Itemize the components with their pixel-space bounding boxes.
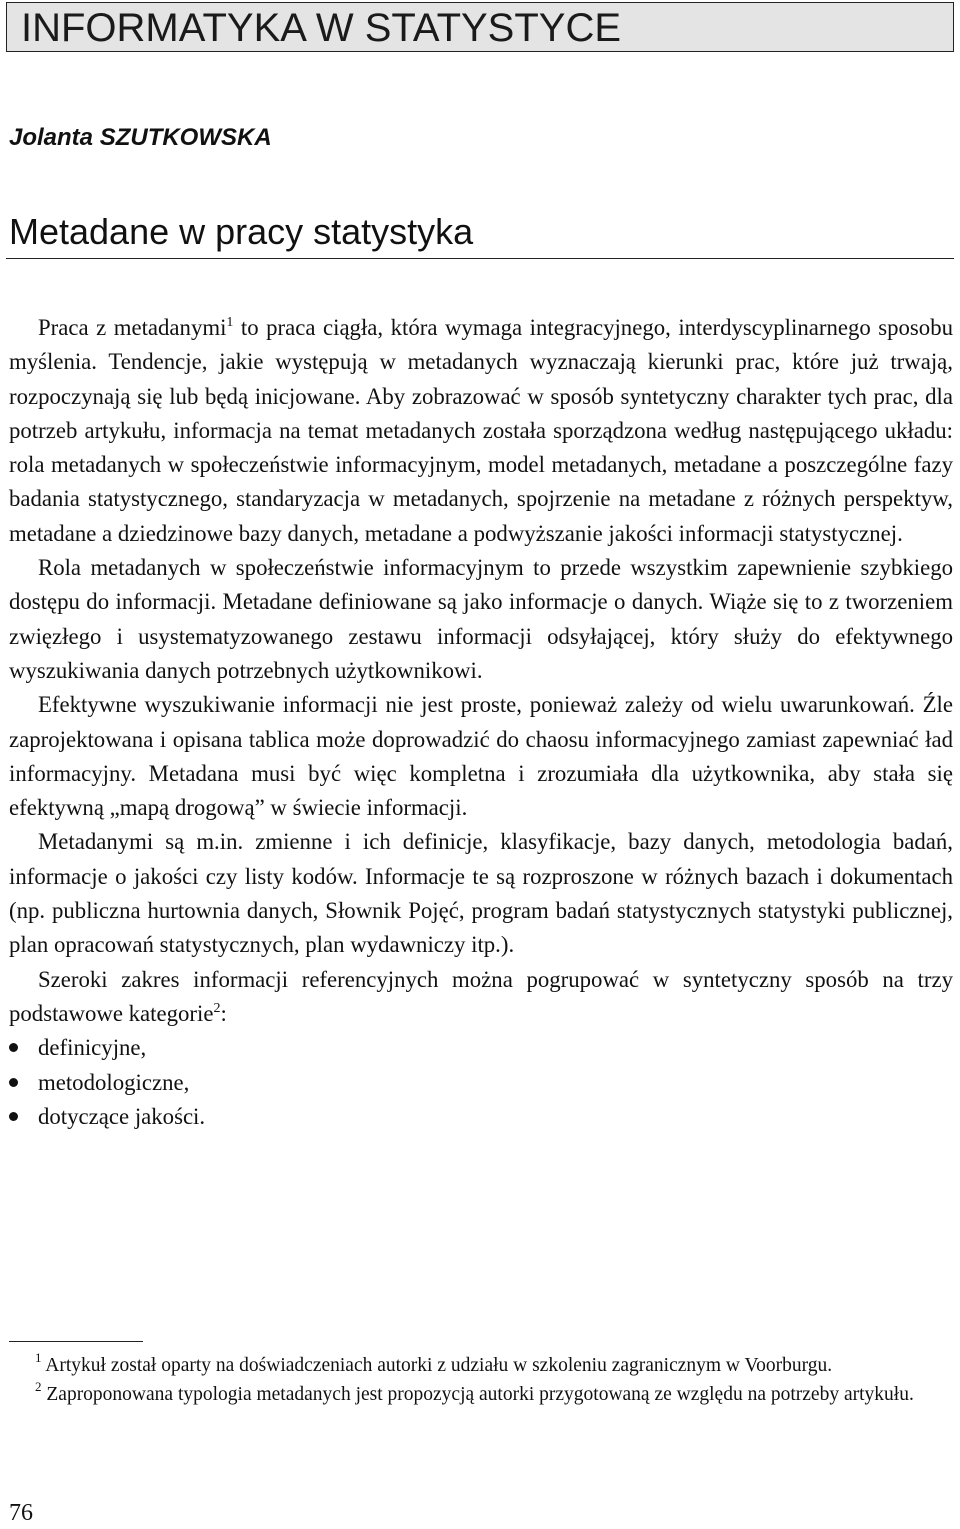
footnote-divider — [9, 1341, 143, 1342]
section-header-text: INFORMATYKA W STATYSTYCE — [21, 6, 622, 50]
bullet-icon — [9, 1078, 18, 1087]
page-number: 76 — [9, 1500, 33, 1526]
paragraph-5-start: Szeroki zakres informacji referencyjnych można pogrupować w syntetyczny sposób na trzy podstawowe kategorie — [9, 966, 953, 1026]
paragraph-2: Rola metadanych w społeczeństwie informacyjnym to przede wszystkim zapewnienie szybkiego dostępu do informacji. Metadane definiowane są jako informacje o danych. Wiąże się to z tworzeniem zwięzłego i usystematyzowanego zestawu informacji odsyłającej, który służy do efektywnego wyszukiwania danych potrzebnych użytkownikowi. — [9, 555, 953, 683]
list-item — [9, 1100, 953, 1134]
footnotes — [9, 1352, 953, 1409]
article-title: Metadane w pracy statystyka — [9, 211, 474, 252]
paragraph-5-end: : — [220, 1000, 227, 1026]
footnote-marker-1: 1 — [35, 1350, 42, 1365]
paragraph-1-rest: to praca ciągła, która wymaga integracyjnego, interdyscyplinarnego sposobu myślenia. Tendencje, jakie występują w metadanych wyznaczają kierunki prac, które już trwają, rozpoczynają się lub będą inicjowane. Aby zobrazować w sposób syntetyczny charakter tych prac, dla potrzeb artykułu, informacja na temat metadanych została sporządzona według następującego układu: rola metadanych w społeczeństwie informacyjnym, model metadanych, metadane a poszczególne fazy badania statystycznego, standaryzacja w metadanych, spojrzenie na metadane z różnych perspektyw, metadane a dziedzinowe bazy danych, metadane a podwyższanie jakości informacji statystycznej. — [9, 315, 953, 546]
paragraph-1 — [9, 311, 953, 551]
list-item-label: definicyjne, — [38, 1035, 147, 1061]
list-item — [9, 1066, 953, 1100]
footnote-1 — [9, 1352, 953, 1381]
bullet-icon — [9, 1043, 18, 1052]
paragraph-3: Efektywne wyszukiwanie informacji nie jest proste, ponieważ zależy od wielu uwarunkowań. Źle zaprojektowana i opisana tablica może doprowadzić do chaosu informacyjnego zamiast zapewniać ład informacyjny. Metadana musi być więc kompletna i zrozumiała dla użytkownika, aby stała się efektywną „mapą drogową” w świecie informacji. — [9, 692, 953, 821]
title-divider — [6, 258, 954, 259]
article-body — [9, 311, 953, 1134]
list-item-label: dotyczące jakości. — [38, 1103, 206, 1129]
list-item-label: metodologiczne, — [38, 1069, 190, 1095]
section-header — [6, 2, 954, 52]
bullet-icon — [9, 1112, 18, 1121]
author-name: Jolanta SZUTKOWSKA — [9, 124, 272, 151]
list-item — [9, 1031, 953, 1065]
footnote-1-text: Artykuł został oparty na doświadczeniach autorki z udziału w szkoleniu zagranicznym w Voorburgu. — [41, 1355, 833, 1376]
footnote-2 — [9, 1378, 953, 1410]
footnote-ref-2[interactable]: 2 — [213, 1000, 221, 1016]
footnote-2-text: Zaproponowana typologia metadanych jest propozycją autorki przygotowaną ze względu na potrzeby artykułu. — [41, 1383, 914, 1405]
footnote-ref-1[interactable]: 1 — [226, 315, 234, 330]
paragraph-5 — [9, 963, 953, 1032]
paragraph-4: Metadanymi są m.in. zmienne i ich definicje, klasyfikacje, bazy danych, metodologia badań, informacje o jakości czy listy kodów. Informacje te są rozproszone w różnych bazach i dokumentach (np. publiczna hurtownia danych, Słownik Pojęć, program badań statystycznych statystyki publicznej, plan opracowań statystycznych, plan wydawniczy itp.). — [9, 829, 953, 958]
footnote-marker-2: 2 — [35, 1378, 42, 1394]
paragraph-1-start: Praca z metadanymi — [38, 315, 227, 340]
category-list — [9, 1031, 953, 1134]
